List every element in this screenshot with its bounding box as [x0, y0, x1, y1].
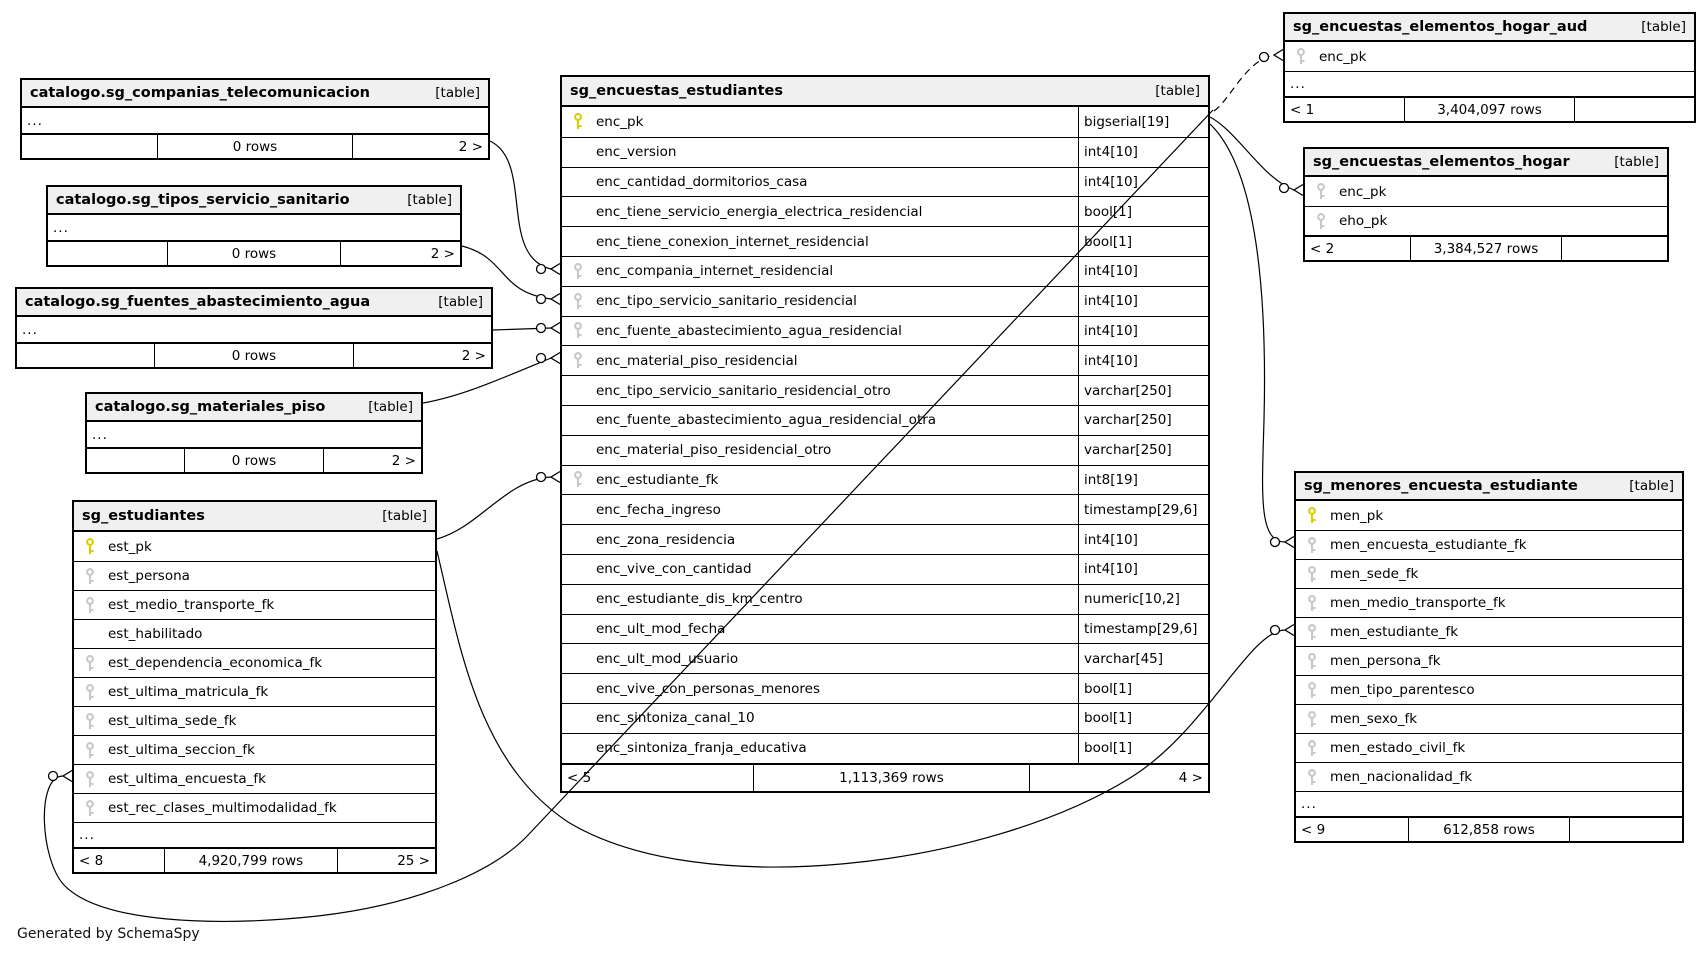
column-row	[562, 345, 1208, 375]
column-row	[1296, 704, 1682, 733]
footer-next-count	[1570, 818, 1682, 841]
table-title[interactable]: sg_encuestas_elementos_hogar_aud	[1293, 19, 1588, 35]
edge-est-pk-to-enc-estudiante-fk	[437, 477, 551, 539]
table-badge: [table]	[407, 192, 452, 208]
column-row	[1296, 588, 1682, 617]
column-name: enc_tiene_conexion_internet_residencial	[596, 233, 869, 250]
column-name: enc_tipo_servicio_sanitario_residencial_otro	[596, 382, 891, 399]
footer-next-count: 25 >	[397, 852, 430, 869]
table-header	[1296, 473, 1682, 501]
footer-prev-count: < 9	[1301, 821, 1326, 838]
footer-row-count: 1,113,369 rows	[753, 765, 1031, 791]
column-row	[74, 648, 435, 677]
column-name: men_estado_civil_fk	[1330, 740, 1466, 756]
table-node-catalogo-sg-materiales-piso[interactable]	[85, 392, 423, 474]
table-node-sg-estudiantes[interactable]	[72, 500, 437, 874]
ellipsis-row: ...	[92, 426, 108, 443]
footer-row-count: 3,384,527 rows	[1410, 237, 1562, 260]
foreign-key-icon	[80, 771, 100, 788]
column-name: men_sexo_fk	[1330, 711, 1418, 727]
footer-next-count: 2 >	[391, 452, 416, 469]
column-type: numeric[10,2]	[1078, 585, 1208, 614]
edge-crowfoot-arrow	[551, 323, 560, 334]
footer-row-count: 4,920,799 rows	[164, 849, 337, 872]
table-badge: [table]	[1641, 19, 1686, 35]
table-footer	[48, 240, 460, 265]
column-name: enc_tiene_servicio_energia_electrica_residencial	[596, 203, 923, 220]
edge-enc-pk-to-elementos-hogar-aud-dashed	[1214, 55, 1274, 111]
foreign-key-icon	[1302, 653, 1322, 670]
column-row	[562, 286, 1208, 316]
foreign-key-icon	[1302, 711, 1322, 728]
column-name: enc_estudiante_fk	[596, 471, 719, 488]
edge-crowfoot-arrow	[1274, 50, 1283, 61]
column-type: int4[10]	[1078, 525, 1208, 554]
footer-row-count: 0 rows	[154, 344, 353, 367]
footer-prev-count	[87, 449, 184, 472]
column-row	[562, 584, 1208, 614]
column-row	[562, 316, 1208, 346]
column-row	[562, 167, 1208, 197]
edge-endpoint-circle	[537, 265, 546, 274]
table-header	[48, 187, 460, 215]
column-row	[562, 703, 1208, 733]
footer-row-count: 3,404,097 rows	[1404, 98, 1576, 121]
foreign-key-icon	[1302, 595, 1322, 612]
footer-next-count: 2 >	[458, 138, 483, 155]
edge-crowfoot-arrow	[63, 771, 72, 782]
column-row	[562, 435, 1208, 465]
table-badge: [table]	[368, 399, 413, 415]
column-row	[562, 614, 1208, 644]
edge-crowfoot-arrow	[551, 264, 560, 275]
table-title[interactable]: sg_menores_encuesta_estudiante	[1304, 478, 1578, 494]
column-name: enc_pk	[1339, 183, 1387, 200]
edge-endpoint-circle	[1280, 184, 1289, 193]
footer-prev-count: < 1	[1290, 101, 1315, 118]
table-header	[74, 502, 435, 532]
ellipsis-row: ...	[74, 822, 435, 847]
column-name: enc_tipo_servicio_sanitario_residencial	[596, 293, 857, 310]
column-row	[562, 226, 1208, 256]
column-row	[562, 137, 1208, 167]
ellipsis-row: ...	[1285, 71, 1694, 96]
column-name: est_ultima_sede_fk	[108, 713, 237, 729]
foreign-key-icon	[568, 352, 588, 369]
column-type: bool[1]	[1078, 674, 1208, 703]
column-row	[1305, 177, 1667, 206]
column-name: enc_sintoniza_franja_educativa	[596, 740, 807, 757]
table-footer	[1285, 96, 1694, 121]
foreign-key-icon	[80, 568, 100, 585]
ellipsis-row: ...	[1296, 791, 1682, 816]
column-name: enc_material_piso_residencial_otro	[596, 442, 832, 459]
column-name: est_ultima_seccion_fk	[108, 742, 255, 758]
table-header	[22, 80, 488, 108]
column-type: bool[1]	[1078, 197, 1208, 226]
foreign-key-icon	[1302, 537, 1322, 554]
column-row	[74, 590, 435, 619]
column-row	[562, 375, 1208, 405]
table-title[interactable]: sg_estudiantes	[82, 508, 205, 524]
column-name: enc_zona_residencia	[596, 531, 736, 548]
column-name: enc_material_piso_residencial	[596, 352, 798, 369]
foreign-key-icon	[568, 293, 588, 310]
column-name: enc_fuente_abastecimiento_agua_residencial_otra	[596, 412, 937, 429]
column-row	[562, 494, 1208, 524]
ellipsis-row: ...	[53, 219, 69, 236]
table-badge: [table]	[1155, 83, 1200, 99]
edge-enc-pk-to-elementos-hogar	[1210, 117, 1294, 190]
column-name: men_estudiante_fk	[1330, 624, 1459, 640]
column-row	[74, 793, 435, 822]
edge-endpoint-circle	[537, 354, 546, 363]
column-name: est_ultima_encuesta_fk	[108, 771, 266, 787]
edge-enc-pk-to-men-encuesta-estudiante-fk	[1210, 124, 1285, 542]
footer-row-count: 612,858 rows	[1408, 818, 1570, 841]
column-name: men_nacionalidad_fk	[1330, 769, 1473, 785]
column-row	[1296, 733, 1682, 762]
table-header	[562, 77, 1208, 107]
footer-prev-count	[22, 135, 157, 158]
edge-crowfoot-arrow	[551, 472, 560, 483]
edge-crowfoot-arrow	[1294, 185, 1303, 196]
edge-endpoint-circle	[537, 473, 546, 482]
column-type: timestamp[29,6]	[1078, 615, 1208, 644]
column-type: int4[10]	[1078, 346, 1208, 375]
foreign-key-icon	[1302, 740, 1322, 757]
column-name: enc_ult_mod_usuario	[596, 650, 739, 667]
ellipsis-row: ...	[22, 321, 38, 338]
column-type: varchar[250]	[1078, 436, 1208, 465]
column-name: enc_ult_mod_fecha	[596, 620, 726, 637]
edge-endpoint-circle	[1271, 538, 1280, 547]
column-row	[74, 735, 435, 764]
table-title[interactable]: sg_encuestas_elementos_hogar	[1313, 154, 1570, 170]
column-type: varchar[250]	[1078, 406, 1208, 435]
table-footer	[562, 763, 1208, 791]
column-name: eho_pk	[1339, 213, 1388, 229]
table-header	[87, 394, 421, 422]
table-badge: [table]	[1614, 154, 1659, 170]
primary-key-icon	[80, 538, 100, 555]
column-name: men_encuesta_estudiante_fk	[1330, 537, 1527, 553]
table-title[interactable]: catalogo.sg_fuentes_abastecimiento_agua	[25, 294, 371, 310]
table-footer	[1305, 235, 1667, 260]
column-row	[562, 107, 1208, 137]
edge-crowfoot-arrow	[1285, 537, 1294, 548]
footer-next-count: 2 >	[461, 347, 486, 364]
table-title[interactable]: catalogo.sg_materiales_piso	[95, 399, 326, 415]
column-name: men_persona_fk	[1330, 653, 1441, 669]
footer-prev-count: < 8	[79, 852, 104, 869]
column-row	[74, 532, 435, 561]
column-row	[1296, 762, 1682, 791]
column-name: men_pk	[1330, 507, 1384, 524]
column-name: est_rec_clases_multimodalidad_fk	[108, 800, 337, 816]
column-type: int4[10]	[1078, 168, 1208, 197]
table-footer	[74, 847, 435, 872]
foreign-key-icon	[1302, 566, 1322, 583]
table-footer	[22, 133, 488, 158]
column-name: est_habilitado	[108, 626, 203, 642]
foreign-key-icon	[80, 597, 100, 614]
table-badge: [table]	[382, 508, 427, 524]
column-name: enc_estudiante_dis_km_centro	[596, 591, 803, 608]
column-type: int8[19]	[1078, 466, 1208, 495]
column-type: int4[10]	[1078, 317, 1208, 346]
column-row	[74, 706, 435, 735]
column-row	[562, 554, 1208, 584]
column-row	[1305, 206, 1667, 235]
column-name: enc_vive_con_personas_menores	[596, 680, 821, 697]
foreign-key-icon	[1302, 682, 1322, 699]
column-row	[562, 643, 1208, 673]
column-row	[1296, 559, 1682, 588]
column-row	[562, 405, 1208, 435]
column-type: bigserial[19]	[1078, 107, 1208, 137]
generated-by-note: Generated by SchemaSpy	[17, 926, 200, 942]
column-row	[562, 733, 1208, 763]
edge-endpoint-circle	[1260, 53, 1269, 62]
edge-crowfoot-arrow	[551, 294, 560, 305]
table-node-catalogo-sg-tipos-servicio-sanitario[interactable]	[46, 185, 462, 267]
column-row	[74, 561, 435, 590]
column-name: enc_fuente_abastecimiento_agua_residencial	[596, 322, 902, 339]
column-name: enc_pk	[596, 113, 644, 130]
column-type: int4[10]	[1078, 138, 1208, 167]
column-type: timestamp[29,6]	[1078, 495, 1208, 524]
foreign-key-icon	[80, 655, 100, 672]
table-node-sg-encuestas-estudiantes[interactable]	[560, 75, 1210, 793]
foreign-key-icon	[568, 471, 588, 488]
column-name: enc_version	[596, 144, 677, 161]
column-name: enc_pk	[1319, 48, 1367, 65]
table-title[interactable]: catalogo.sg_tipos_servicio_sanitario	[56, 192, 350, 208]
column-name: men_medio_transporte_fk	[1330, 595, 1506, 611]
footer-row-count: 0 rows	[167, 242, 340, 265]
edge-companias-to-enc-compania-internet	[490, 141, 551, 269]
table-badge: [table]	[435, 85, 480, 101]
column-type: bool[1]	[1078, 227, 1208, 256]
table-title[interactable]: sg_encuestas_estudiantes	[570, 83, 783, 99]
foreign-key-icon	[568, 322, 588, 339]
column-row	[74, 619, 435, 648]
foreign-key-icon	[80, 742, 100, 759]
edge-endpoint-circle	[1271, 626, 1280, 635]
foreign-key-icon	[568, 263, 588, 280]
column-name: enc_compania_internet_residencial	[596, 263, 834, 280]
edge-endpoint-circle	[537, 324, 546, 333]
table-title[interactable]: catalogo.sg_companias_telecomunicacion	[30, 85, 371, 101]
column-row	[562, 196, 1208, 226]
primary-key-icon	[568, 113, 588, 130]
edge-crowfoot-arrow	[551, 353, 560, 364]
table-header	[17, 289, 491, 317]
table-node-catalogo-sg-companias-telecomunicacion[interactable]	[20, 78, 490, 160]
table-footer	[1296, 816, 1682, 841]
column-name: est_medio_transporte_fk	[108, 597, 275, 613]
column-row	[1296, 675, 1682, 704]
column-row	[1296, 501, 1682, 530]
column-name: enc_vive_con_cantidad	[596, 561, 752, 578]
table-badge: [table]	[438, 294, 483, 310]
column-name: enc_fecha_ingreso	[596, 501, 721, 518]
table-node-sg-encuestas-elementos-hogar-aud[interactable]	[1283, 12, 1696, 123]
edge-fuentes-to-enc-fuente-abastecimiento	[493, 328, 551, 330]
footer-next-count: 2 >	[430, 245, 455, 262]
foreign-key-icon	[1302, 624, 1322, 641]
column-name: enc_sintoniza_canal_10	[596, 710, 755, 727]
foreign-key-icon	[80, 713, 100, 730]
footer-prev-count: < 5	[567, 769, 592, 786]
table-footer	[17, 342, 491, 367]
column-type: int4[10]	[1078, 257, 1208, 286]
column-name: est_persona	[108, 568, 190, 584]
column-row	[562, 524, 1208, 554]
footer-row-count: 0 rows	[184, 449, 324, 472]
foreign-key-icon	[1302, 769, 1322, 786]
column-name: men_tipo_parentesco	[1330, 682, 1475, 698]
foreign-key-icon	[80, 800, 100, 817]
column-name: men_sede_fk	[1330, 566, 1419, 582]
table-header	[1285, 14, 1694, 42]
column-row	[1285, 42, 1694, 71]
footer-next-count	[1575, 98, 1694, 121]
footer-prev-count	[48, 242, 167, 265]
column-row	[562, 673, 1208, 703]
column-type: varchar[45]	[1078, 644, 1208, 673]
column-name: est_pk	[108, 538, 152, 555]
column-type: bool[1]	[1078, 704, 1208, 733]
column-name: enc_cantidad_dormitorios_casa	[596, 173, 808, 190]
column-type: bool[1]	[1078, 734, 1208, 763]
footer-prev-count: < 2	[1310, 240, 1335, 257]
edge-endpoint-circle	[537, 295, 546, 304]
foreign-key-icon	[1311, 183, 1331, 200]
footer-next-count	[1562, 237, 1667, 260]
column-row	[74, 764, 435, 793]
column-type: int4[10]	[1078, 555, 1208, 584]
column-row	[74, 677, 435, 706]
foreign-key-icon	[1291, 48, 1311, 65]
column-type: int4[10]	[1078, 287, 1208, 316]
column-name: est_ultima_matricula_fk	[108, 684, 269, 700]
column-name: est_dependencia_economica_fk	[108, 655, 323, 671]
table-node-sg-menores-encuesta-estudiante[interactable]	[1294, 471, 1684, 843]
table-node-sg-encuestas-elementos-hogar[interactable]	[1303, 147, 1669, 262]
primary-key-icon	[1302, 507, 1322, 524]
column-row	[562, 256, 1208, 286]
foreign-key-icon	[80, 684, 100, 701]
column-row	[1296, 617, 1682, 646]
table-footer	[87, 447, 421, 472]
column-row	[1296, 646, 1682, 675]
table-header	[1305, 149, 1667, 177]
ellipsis-row: ...	[27, 112, 43, 129]
table-node-catalogo-sg-fuentes-abastecimiento-agua[interactable]	[15, 287, 493, 369]
foreign-key-icon	[1311, 213, 1331, 230]
footer-prev-count	[17, 344, 154, 367]
column-row	[1296, 530, 1682, 559]
column-row	[562, 465, 1208, 495]
table-badge: [table]	[1629, 478, 1674, 494]
edge-crowfoot-arrow	[1285, 625, 1294, 636]
column-type: varchar[250]	[1078, 376, 1208, 405]
footer-next-count: 4 >	[1178, 769, 1203, 786]
footer-row-count: 0 rows	[157, 135, 353, 158]
edge-endpoint-circle	[49, 772, 58, 781]
